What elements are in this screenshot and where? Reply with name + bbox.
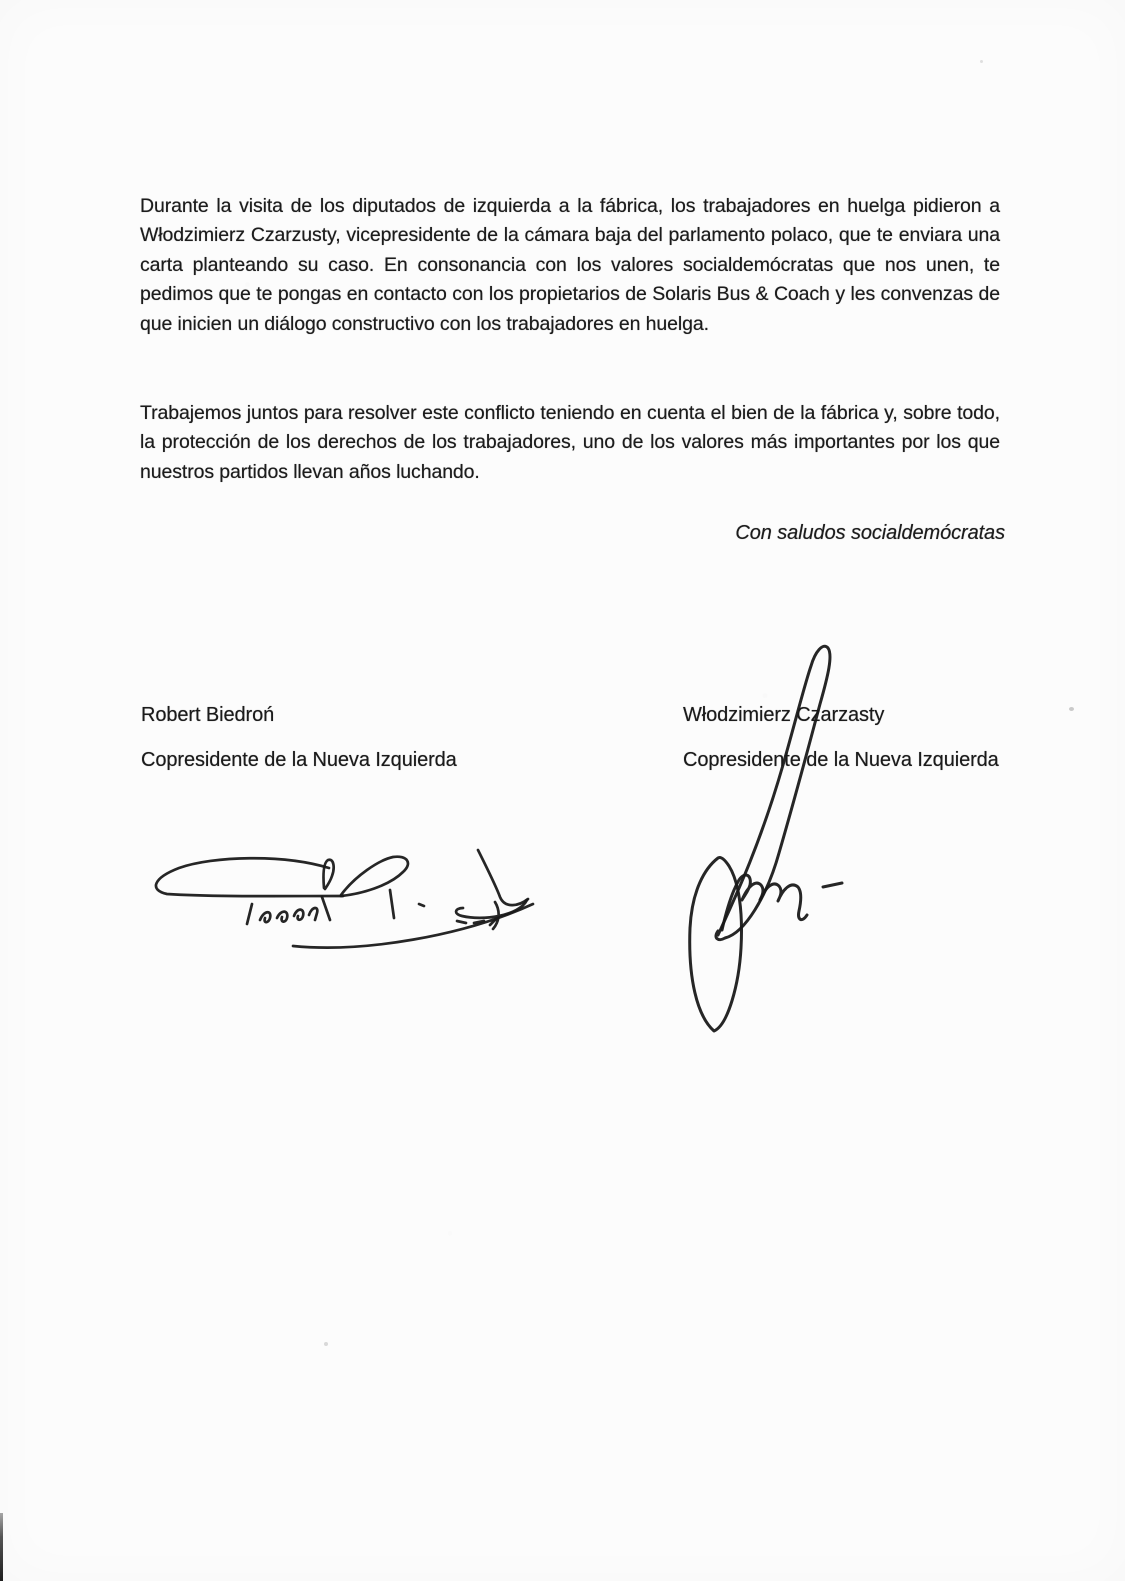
signatory-title-right: Copresidente de la Nueva Izquierda [683, 749, 999, 771]
letter-paragraph-1: Durante la visita de los diputados de izquierda a la fábrica, los trabajadores en huelga pidieron a Włodzimierz Czarzusty, vicepresidente de la cámara baja del parlamento polaco, que te enviara una carta planteando su caso. En consonancia con los valores socialdemócratas que nos unen, te pedimos que te pongas en contacto con los propietarios de Solaris Bus & Coach y les convenzas de que inicien un diálogo constructivo con los trabajadores en huelga. [140, 194, 1000, 335]
scan-speck [1069, 707, 1074, 711]
signatory-title-left: Copresidente de la Nueva Izquierda [141, 749, 457, 771]
scan-artifact-edge-mark [0, 1513, 3, 1581]
scan-speck [980, 60, 983, 63]
signatory-name-left: Robert Biedroń [141, 704, 275, 726]
signatory-block-left [141, 703, 457, 772]
robert-biedron-signature-icon [143, 836, 538, 954]
wlodzimierz-czarzasty-signature-icon [655, 628, 855, 1040]
scan-speck [324, 1342, 328, 1346]
signatory-name-right: Włodzimierz Czarzasty [683, 704, 885, 726]
closing-salutation: Con saludos socialdemócratas [735, 522, 1005, 544]
letter-paragraph-2: Trabajemos juntos para resolver este conflicto teniendo en cuenta el bien de la fábrica y, sobre todo, la protección de los derechos de los trabajadores, uno de los valores más importantes por los que nuestros partidos llevan años luchando. [140, 401, 1000, 483]
